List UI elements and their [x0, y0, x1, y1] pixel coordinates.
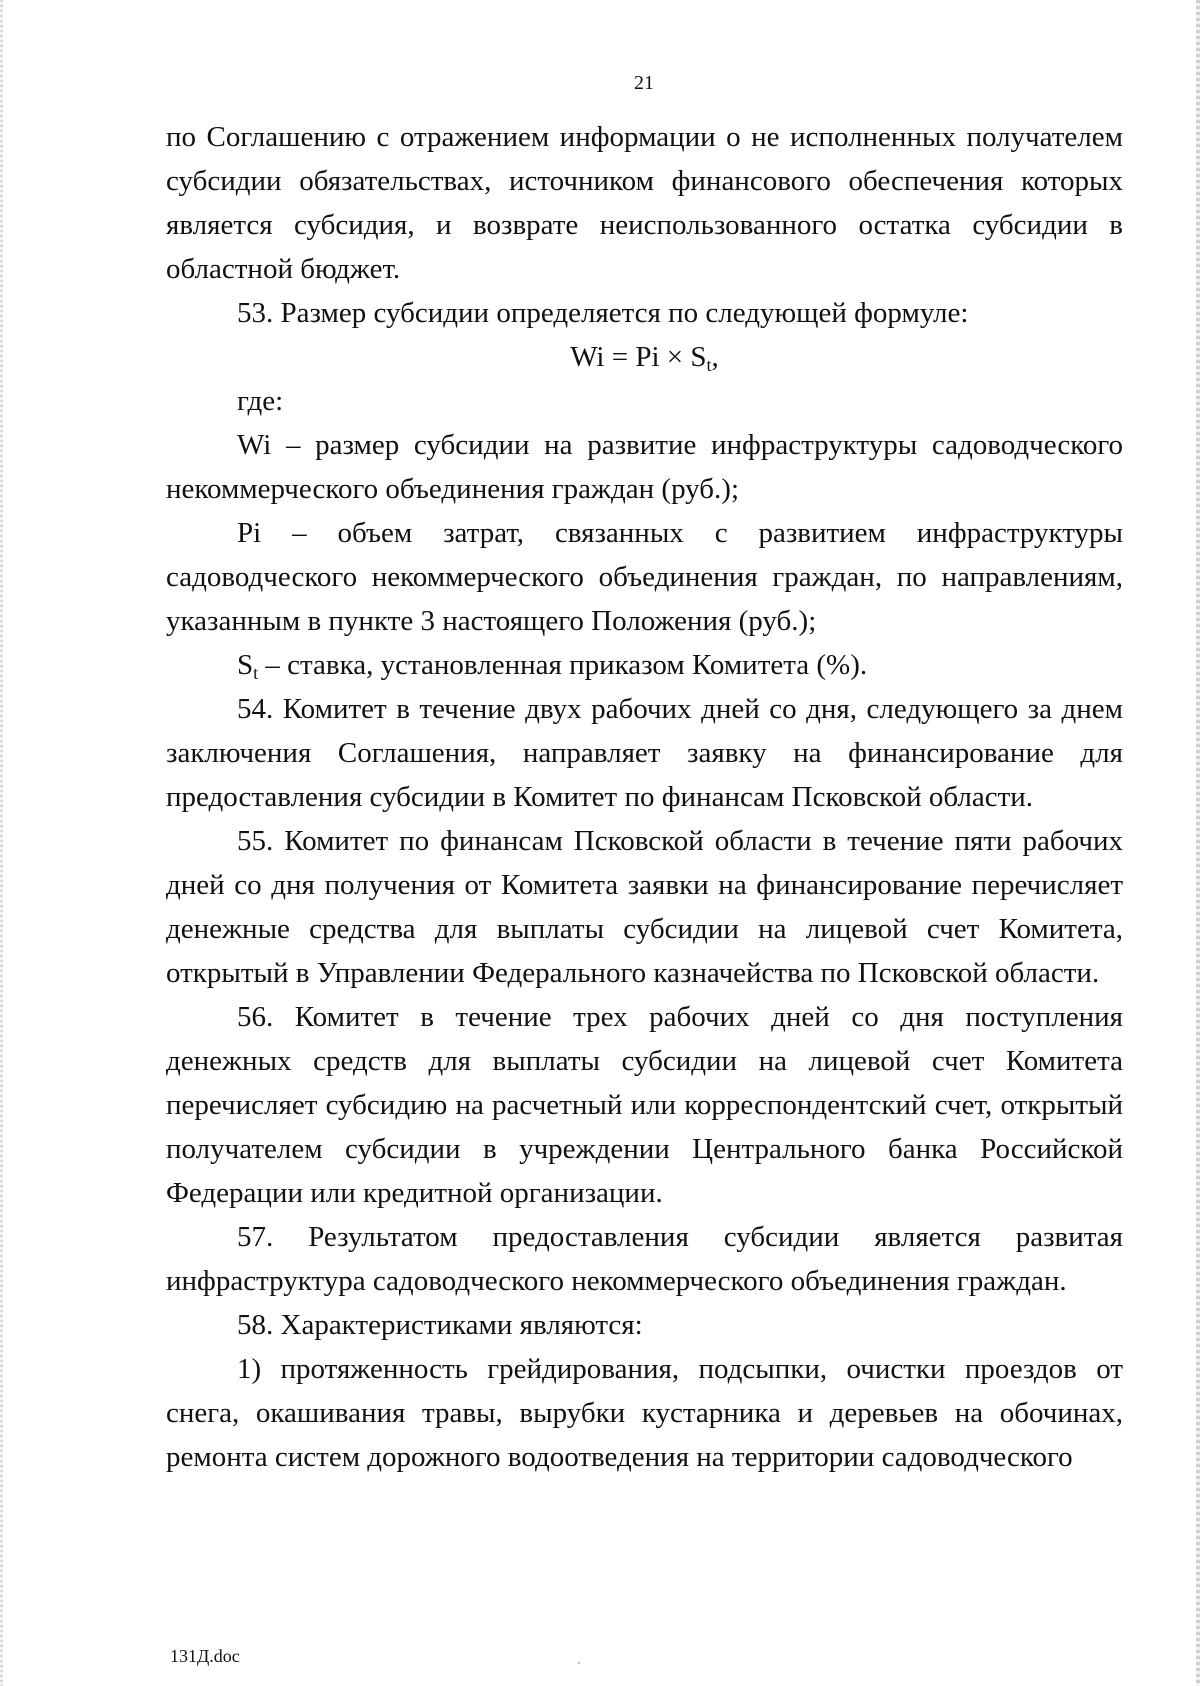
st-symbol: S — [237, 649, 254, 681]
formula-subscript: t — [706, 355, 712, 375]
paragraph-56: 56. Комитет в течение трех рабочих дней со дня поступления денежных средств для выплаты субсидии на лицевой счет Комитета перечисляет субсидию на расчетный или корреспондентский счет, открытый получателем субсидии в учреждении Центрального банка Российской Федерации или кредитной организации. — [166, 1001, 1123, 1209]
definition-pi: Pi – объем затрат, связанных с развитием инфраструктуры садоводческого некоммерческого объединения граждан, по направлениям, указанным в пункте 3 настоящего Положения (руб.); — [166, 517, 1123, 637]
st-description: – ставка, установленная приказом Комитета (%). — [258, 649, 868, 681]
scan-edge-right — [1196, 0, 1200, 1686]
formula-tail: , — [711, 341, 719, 373]
paragraph-58-item-1: 1) протяженность грейдирования, подсыпки, очистки проездов от снега, окашивания травы, вырубки кустарника и деревьев на обочинах, ремонта систем дорожного водоотведения на территории садоводческого — [166, 1353, 1123, 1473]
document-body — [166, 115, 1123, 1479]
st-subscript: t — [253, 663, 259, 683]
paragraph-53: 53. Размер субсидии определяется по следующей формуле: — [237, 297, 969, 329]
scan-edge-left — [0, 0, 3, 1686]
formula — [166, 335, 1123, 379]
scan-speck — [578, 1662, 580, 1664]
definition-wi: Wi – размер субсидии на развитие инфраструктуры садоводческого некоммерческого объединения граждан (руб.); — [166, 429, 1123, 505]
definition-st — [166, 643, 1123, 687]
paragraph-continuation: по Соглашению с отражением информации о не исполненных получателем субсидии обязательствах, источником финансового обеспечения которых является субсидия, и возврате неиспользованного остатка субсидии в областной бюджет. — [166, 121, 1123, 285]
page-number: 21 — [634, 72, 654, 94]
footer-filename: 131Д.doc — [170, 1646, 240, 1666]
paragraph-where: где: — [237, 385, 284, 417]
formula-main: Wi = Pi × S — [570, 341, 707, 373]
paragraph-54: 54. Комитет в течение двух рабочих дней со дня, следующего за днем заключения Соглашения, направляет заявку на финансирование для предоставления субсидии в Комитет по финансам Псковской области. — [166, 693, 1123, 813]
paragraph-55: 55. Комитет по финансам Псковской области в течение пяти рабочих дней со дня получения от Комитета заявки на финансирование перечисляет денежные средства для выплаты субсидии на лицевой счет Комитета, открытый в Управлении Федерального казначейства по Псковской области. — [166, 825, 1123, 989]
paragraph-58: 58. Характеристиками являются: — [237, 1309, 643, 1341]
paragraph-57: 57. Результатом предоставления субсидии является развитая инфраструктура садоводческого некоммерческого объединения граждан. — [166, 1221, 1123, 1297]
